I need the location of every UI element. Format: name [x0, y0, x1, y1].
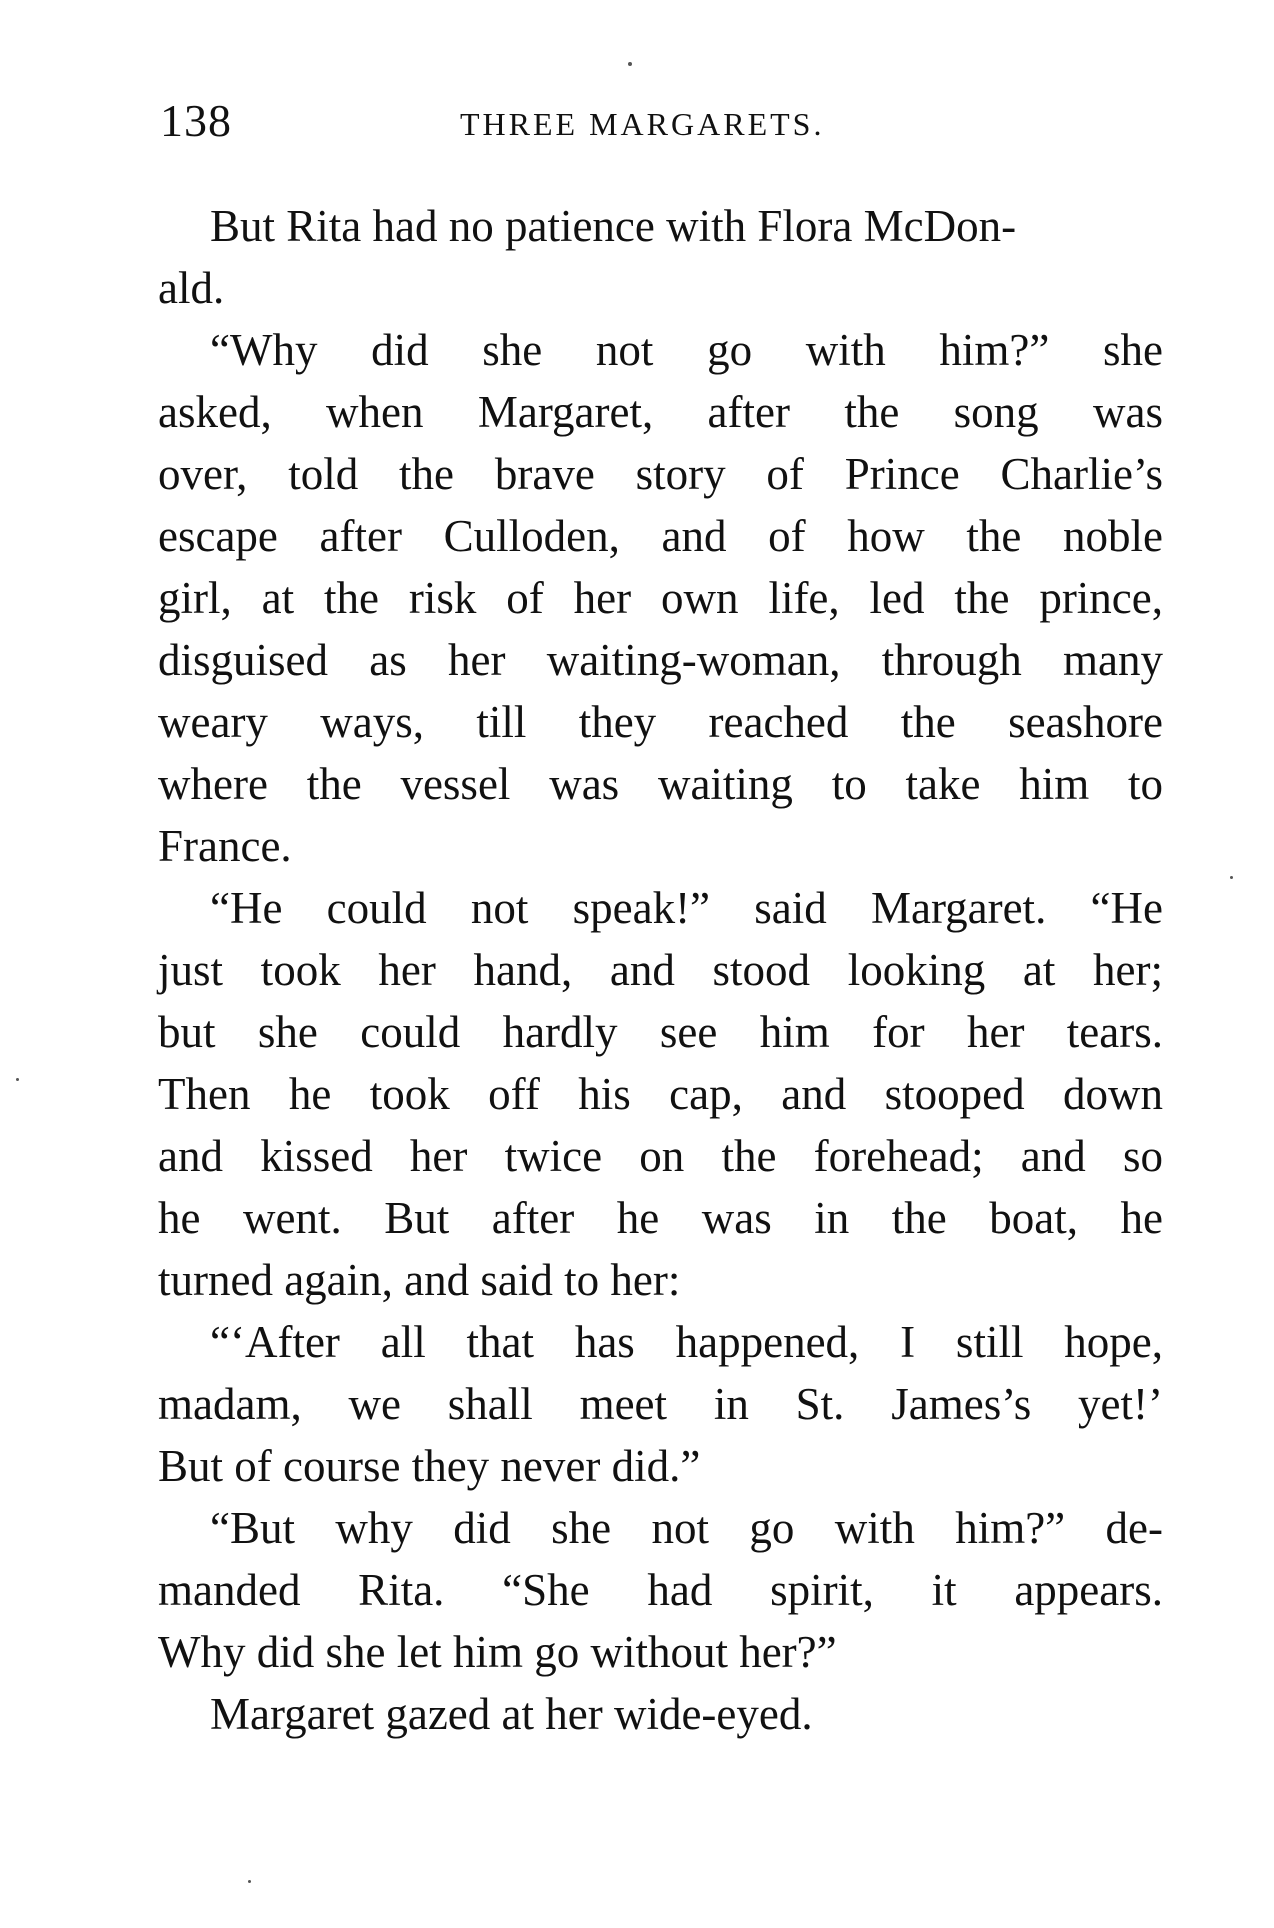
- text-line: ald.: [158, 263, 225, 313]
- text-line: weary ways, till they reached the seashore: [158, 697, 1163, 747]
- text-line: he went. But after he was in the boat, he: [158, 1193, 1163, 1243]
- paper-speck: [16, 1078, 19, 1081]
- text-line: But of course they never did.”: [158, 1441, 701, 1491]
- text-line: manded Rita. “She had spirit, it appears.: [158, 1565, 1163, 1615]
- text-line: Margaret gazed at her wide-eyed.: [210, 1689, 813, 1739]
- paper-speck: [1230, 876, 1233, 879]
- text-line: “He could not speak!” said Margaret. “He: [210, 883, 1163, 933]
- text-line: but she could hardly see him for her tears.: [158, 1007, 1163, 1057]
- text-line: where the vessel was waiting to take him to: [158, 759, 1163, 809]
- text-line: just took her hand, and stood looking at her;: [158, 945, 1163, 995]
- text-line: “But why did she not go with him?” de-: [210, 1503, 1163, 1553]
- body-text: [158, 195, 1163, 1745]
- text-line: turned again, and said to her:: [158, 1255, 681, 1305]
- text-line: France.: [158, 821, 292, 871]
- text-line: Why did she let him go without her?”: [158, 1627, 837, 1677]
- page-header: [160, 94, 1160, 154]
- page-number: 138: [160, 95, 232, 146]
- paper-speck: [248, 1880, 251, 1883]
- text-line: asked, when Margaret, after the song was: [158, 387, 1163, 437]
- text-line: and kissed her twice on the forehead; and so: [158, 1131, 1163, 1181]
- text-line: Then he took off his cap, and stooped down: [158, 1069, 1163, 1119]
- paper-speck: [628, 62, 632, 66]
- text-line: madam, we shall meet in St. James’s yet!’: [158, 1379, 1163, 1429]
- running-head: THREE MARGARETS.: [460, 106, 825, 142]
- text-line: over, told the brave story of Prince Charlie’s: [158, 449, 1163, 499]
- text-line: girl, at the risk of her own life, led the prince,: [158, 573, 1163, 623]
- text-line: “Why did she not go with him?” she: [210, 325, 1163, 375]
- text-line: disguised as her waiting-woman, through many: [158, 635, 1163, 685]
- text-line: escape after Culloden, and of how the noble: [158, 511, 1163, 561]
- text-line: But Rita had no patience with Flora McDon-: [210, 201, 1017, 251]
- text-line: “‘After all that has happened, I still hope,: [210, 1317, 1163, 1367]
